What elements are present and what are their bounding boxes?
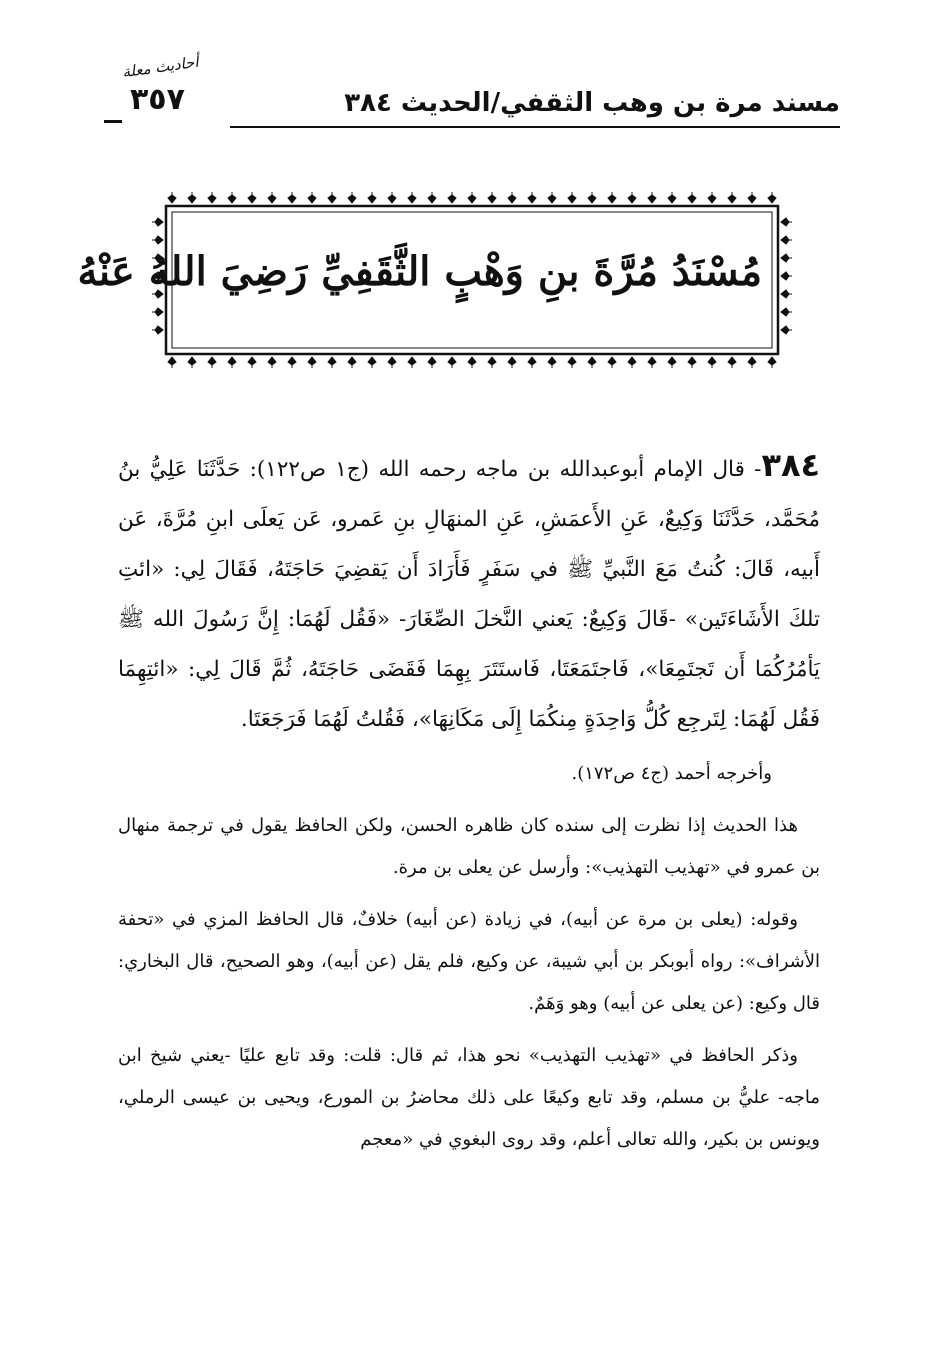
ornament-mark [228, 192, 236, 203]
ornament-mark [648, 192, 656, 203]
ornament-mark [708, 357, 716, 368]
ornament-mark [668, 192, 676, 203]
ornament-mark [328, 192, 336, 203]
hadith-text: - قال الإمام أبوعبدالله بن ماجه رحمه الله (ج١ ص١٢٢): حَدَّثَنَا عَلِيُّ بنُ مُحَمَّد، حَدَّثَنَا وَكِيعٌ، عَنِ الأَعمَشِ، عَنِ المنهَالِ بنِ عَمرو، عَن يَعلَى ابنِ مُرَّةَ، عَن أَبيه، قَالَ: كُنتُ مَعَ النَّبيِّ ﷺ في سَفَرٍ فَأَرَادَ أَن يَقضِيَ حَاجَتَهُ، فَقَالَ لِي: «ائتِ تلكَ الأَشَاءَتَين» -قَالَ وَكِيعٌ: يَعني النَّخلَ الصِّغَارَ- «فَقُل لَهُمَا: إِنَّ رَسُولَ الله ﷺ يَأمُرُكُمَا أَن تَجتَمِعَا»، فَاجتَمَعَتَا، فَاستَتَرَ بِهِمَا فَقَضَى حَاجَتَهُ، ثُمَّ قَالَ لِي: «ائتِهِمَا فَقُل لَهُمَا: لِتَرجِع كُلُّ وَاحِدَةٍ مِنكُمَا إِلَى مَكَانِهَا»، فَقُلتُ لَهُمَا فَرَجَعَتَا. [118, 457, 820, 732]
ornament-mark [488, 357, 496, 368]
ornament-mark [388, 192, 396, 203]
ornament-mark [208, 357, 216, 368]
ornament-mark [781, 272, 792, 280]
section-title: مُسْنَدُ مُرَّةَ بنِ وَهْبٍ الثَّقَفِيِّ رَضِيَ اللهُ عَنْهُ [77, 248, 762, 295]
ornament-mark [528, 357, 536, 368]
ornament-mark [648, 357, 656, 368]
ornament-mark [428, 192, 436, 203]
ornament-mark [468, 192, 476, 203]
ornament-mark [781, 290, 792, 298]
ornament-mark [388, 357, 396, 368]
ornament-mark [548, 357, 556, 368]
ornament-mark [308, 357, 316, 368]
ornament-mark [408, 192, 416, 203]
ornament-mark [608, 357, 616, 368]
ornament-mark [728, 357, 736, 368]
ornament-mark [152, 218, 163, 226]
ornament-mark [728, 192, 736, 203]
ornament-mark [152, 326, 163, 334]
ornament-mark [248, 192, 256, 203]
ornament-mark [768, 357, 776, 368]
commentary-paragraph: هذا الحديث إذا نظرت إلى سنده كان ظاهره الحسن، ولكن الحافظ يقول في ترجمة منهال بن عمرو في «تهذيب التهذيب»: وأرسل عن يعلى بن مرة. [118, 815, 820, 878]
ornament-mark [188, 192, 196, 203]
ornament-mark [428, 357, 436, 368]
ornament-mark [268, 192, 276, 203]
ornament-mark [228, 357, 236, 368]
ornament-mark [781, 218, 792, 226]
header-rule [230, 126, 840, 128]
ornament-mark [748, 357, 756, 368]
page-number: ٣٥٧ [130, 82, 185, 117]
ornament-mark [588, 192, 596, 203]
hadith-number: ٣٨٤ [761, 446, 821, 484]
ornament-mark [628, 357, 636, 368]
ornament-mark [248, 357, 256, 368]
ornament-mark [748, 192, 756, 203]
ornament-mark [588, 357, 596, 368]
ornament-mark [548, 192, 556, 203]
ornament-mark [408, 357, 416, 368]
ornament-mark [781, 236, 792, 244]
ornament-mark [608, 192, 616, 203]
ornament-mark [781, 326, 792, 334]
header-title: مسند مرة بن وهب الثقفي/الحديث ٣٨٤ [344, 88, 840, 118]
ornament-mark [781, 308, 792, 316]
ornament-mark [328, 357, 336, 368]
ornament-mark [168, 192, 176, 203]
ornament-mark [152, 236, 163, 244]
commentary-paragraph: وأخرجه أحمد (ج٤ ص١٧٢). [571, 763, 772, 784]
ornament-mark [348, 192, 356, 203]
body-text [118, 440, 820, 1161]
ornament-mark [508, 192, 516, 203]
hadith-paragraph [118, 440, 820, 745]
page-number-dash [104, 120, 122, 123]
ornament-mark [528, 192, 536, 203]
ornamental-title-frame [77, 192, 792, 368]
ornament-mark [688, 192, 696, 203]
ornament-mark [288, 357, 296, 368]
ornament-mark [708, 192, 716, 203]
ornament-mark [168, 357, 176, 368]
ornament-mark [488, 192, 496, 203]
ornament-mark [468, 357, 476, 368]
ornament-mark [368, 192, 376, 203]
ornament-mark [308, 192, 316, 203]
ornament-mark [448, 357, 456, 368]
ornament-mark [348, 357, 356, 368]
running-header [110, 52, 840, 130]
ornament-mark [368, 357, 376, 368]
ornament-mark [668, 357, 676, 368]
ornament-mark [568, 357, 576, 368]
commentary-paragraph: وقوله: (يعلى بن مرة عن أبيه)، في زيادة (عن أبيه) خلافٌ، قال الحافظ المزي في «تحفة الأشراف»: رواه أبوبكر بن أبي شيبة، عن وكيع، فلم يقل (عن أبيه)، وهو الصحيح، قال البخاري: قال وكيع: (عن يعلى عن أبيه) وهو وَهَمٌ. [118, 909, 820, 1014]
ornament-mark [508, 357, 516, 368]
handwritten-margin-note: أحاديث معلة [121, 52, 200, 82]
ornament-mark [688, 357, 696, 368]
ornament-mark [152, 308, 163, 316]
ornament-mark [781, 254, 792, 262]
ornament-mark [208, 192, 216, 203]
ornament-mark [448, 192, 456, 203]
ornament-mark [628, 192, 636, 203]
ornament-mark [268, 357, 276, 368]
ornament-mark [188, 357, 196, 368]
ornament-mark [768, 192, 776, 203]
commentary-paragraph: وذكر الحافظ في «تهذيب التهذيب» نحو هذا، ثم قال: قلت: وقد تابع عليًا -يعني شيخ ابن ماجه- عليُّ بن مسلم، وقد تابع وكيعًا على ذلك محاضرُ بن المورع، ويحيى بن عيسى الرملي، ويونس بن بكير، والله تعالى أعلم، وقد روى البغوي في «معجم [118, 1045, 820, 1150]
ornament-mark [288, 192, 296, 203]
ornament-mark [568, 192, 576, 203]
